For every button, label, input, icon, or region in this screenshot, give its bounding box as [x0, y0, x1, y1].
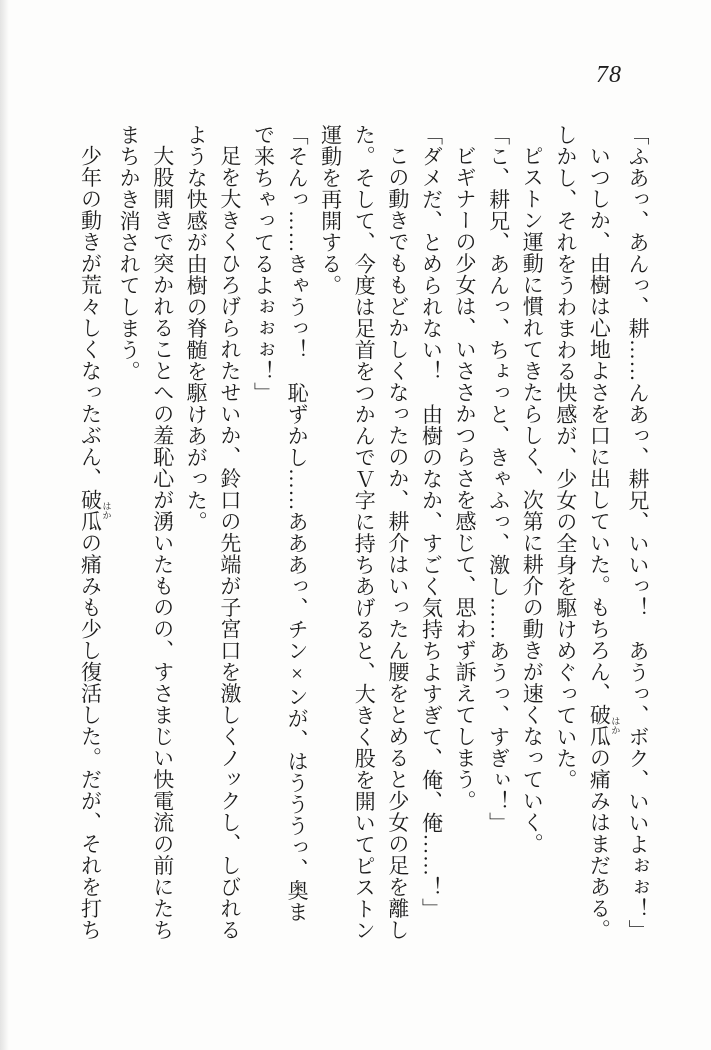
narrative-paragraph: 少年の動きが荒々しくなったぶん、破瓜 はかの痛みも少し復活した。だが、それを打ち — [78, 145, 112, 941]
narrative-paragraph: この動きでももどかしくなったのか、耕介はいったん腰をとめると少女の足を離した。そして、今度は足首をつかんでＶ字に持ちあげると、大きく股を開いてピストン運動を再開する。 — [318, 124, 410, 941]
text-block — [73, 124, 654, 942]
dialogue-paragraph: 「こ、耕兄、あんっ、ちょっと、きゃふっ、激し……あうっ、すぎぃ！」 — [486, 124, 511, 834]
dialogue-paragraph: 「そんっ……きゃうっ！ 恥ずかし……あああっ、チン×ンが、はうううっ、奥まで来ちゃってるよぉぉぉ！」 — [251, 124, 310, 923]
narrative-paragraph: 大股開きで突かれることへの羞恥心が湧いたものの、すさまじい快電流の前にたちまちかき消されてしまう。 — [117, 124, 175, 941]
page-edge-shadow — [0, 0, 9, 1050]
narrative-paragraph: 足を大きくひろげられたせいか、鈴口の先端が子宮口を激しくノックし、しびれるような快感が由樹の脊髄を駆けあがった。 — [184, 124, 242, 941]
dialogue-paragraph: 「ダメだ、とめられない！ 由樹のなか、すごく気持ちよすぎて、俺、俺……！」 — [419, 124, 444, 920]
ruby-annotated-word: 破瓜 はか — [78, 489, 112, 532]
dialogue-paragraph: 「ふあっ、あんっ、耕……んあっ、耕兄、いいっ！ あうっ、ボク、いいよぉぉ！」 — [626, 124, 650, 941]
page-number: 78 — [596, 62, 622, 88]
narrative-paragraph: いつしか、由樹は心地よさを口に出していた。もちろん、破瓜 はかの痛みはまだある。しかし、それをうわまわる快感が、少女の全身を駆けめぐっていた。 — [553, 124, 621, 941]
ruby-annotated-word: 破瓜 はか — [587, 704, 621, 747]
narrative-paragraph: ビギナーの少女は、いささかつらさを感じて、思わず訴えてしまう。 — [453, 145, 478, 812]
narrative-paragraph: ピストン運動に慣れてきたらしく、次第に耕介の動きが速くなっていく。 — [520, 145, 545, 855]
